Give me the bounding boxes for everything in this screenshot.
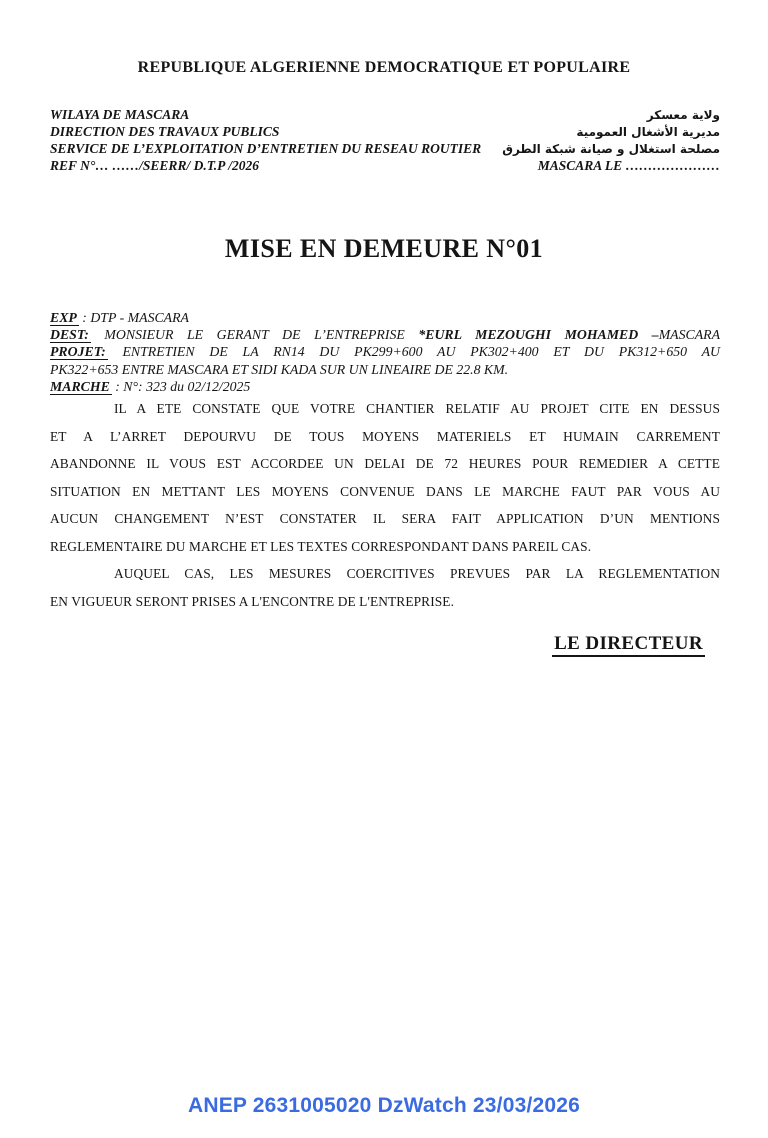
text-line: SITUATION EN METTANT LES MOYENS CONVENUE DANS LE MARCHE FAUT PAR VOUS AU bbox=[50, 483, 720, 499]
ref-number-line: REF N°… ……/SEERR/ D.T.P /2026 bbox=[50, 158, 259, 173]
service-line-ar: مصلحة استغلال و صيانة شبكة الطرق bbox=[502, 142, 720, 156]
anep-footer: ANEP 2631005020 DzWatch 23/03/2026 bbox=[187, 1094, 581, 1117]
text-line: EN VIGUEUR SERONT PRISES A L'ENCONTRE DE L'ENTREPRISE. bbox=[50, 593, 455, 609]
country-title: REPUBLIQUE ALGERIENNE DEMOCRATIQUE ET POPULAIRE bbox=[137, 59, 631, 76]
body-paragraph-2 bbox=[50, 560, 720, 615]
dest-text-pre: MONSIEUR LE GERANT DE L’ENTREPRISE bbox=[90, 327, 419, 343]
text-line: REGLEMENTAIRE DU MARCHE ET LES TEXTES CORRESPONDANT DANS PAREIL CAS. bbox=[50, 538, 592, 554]
letterhead bbox=[50, 106, 720, 174]
signature-block bbox=[0, 633, 705, 655]
letterhead-row bbox=[50, 157, 720, 174]
text-line: IL A ETE CONSTATE QUE VOTRE CHANTIER RELATIF AU PROJET CITE EN DESSUS bbox=[114, 401, 720, 417]
projet-line-2 bbox=[50, 361, 720, 378]
text-line: AUCUN CHANGEMENT N’EST CONSTATER IL SERA FAIT APPLICATION D’UN MENTIONS bbox=[50, 511, 720, 527]
signature-label: LE DIRECTEUR bbox=[552, 633, 705, 657]
letterhead-row bbox=[50, 106, 720, 123]
wilaya-line-fr: WILAYA DE MASCARA bbox=[50, 107, 190, 122]
dest-company-name: *EURL MEZOUGHI MOHAMED – bbox=[418, 327, 659, 343]
letterhead-row bbox=[50, 140, 720, 157]
exp-value: : DTP - MASCARA bbox=[78, 310, 189, 325]
projet-value-line1: ENTRETIEN DE LA RN14 DU PK299+600 AU PK302+400 ET DU PK312+650 AU bbox=[107, 344, 720, 360]
marche-label: MARCHE bbox=[50, 378, 110, 394]
projet-label: PROJET: bbox=[50, 344, 106, 360]
text-line: ABANDONNE IL VOUS EST ACCORDEE UN DELAI DE 72 HEURES POUR REMEDIER A CETTE bbox=[50, 456, 720, 472]
direction-line-ar: مديرية الأشغال العمومية bbox=[576, 125, 720, 139]
text-line: ET A L’ARRET DEPOURVU DE TOUS MOYENS MATERIELS ET HUMAIN CARREMENT bbox=[50, 428, 720, 444]
body-paragraph-1 bbox=[50, 395, 720, 560]
dest-line bbox=[50, 326, 720, 343]
projet-line-1 bbox=[50, 343, 720, 360]
exp-label: EXP bbox=[50, 310, 77, 325]
service-line-fr: SERVICE DE L’EXPLOITATION D’ENTRETIEN DU RESEAU ROUTIER bbox=[50, 141, 482, 156]
projet-value-line2: PK322+653 ENTRE MASCARA ET SIDI KADA SUR UN LINEAIRE DE 22.8 KM. bbox=[50, 361, 509, 377]
dest-label: DEST: bbox=[50, 327, 89, 343]
meta-block bbox=[50, 309, 720, 395]
notice-title: MISE EN DEMEURE N°01 bbox=[224, 234, 544, 263]
dest-text-post: MASCARA bbox=[658, 327, 720, 343]
letterhead-row bbox=[50, 123, 720, 140]
marche-value: : N°: 323 du 02/12/2025 bbox=[111, 378, 251, 394]
wilaya-line-ar: ولاية معسكر bbox=[646, 108, 720, 122]
mascara-date-line: MASCARA LE ………………… bbox=[537, 158, 720, 173]
exp-line bbox=[50, 309, 720, 326]
text-line: AUQUEL CAS, LES MESURES COERCITIVES PREVUES PAR LA REGLEMENTATION bbox=[114, 566, 720, 582]
direction-line-fr: DIRECTION DES TRAVAUX PUBLICS bbox=[50, 124, 280, 139]
marche-line bbox=[50, 378, 720, 395]
